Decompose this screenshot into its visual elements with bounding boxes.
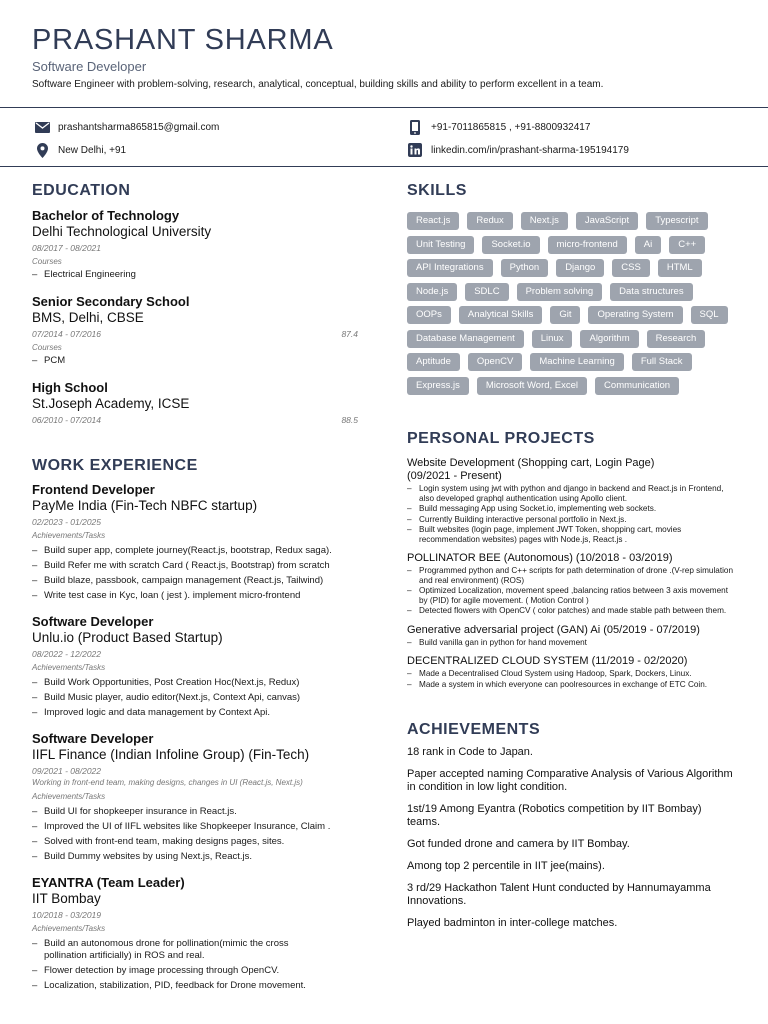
- skill-tag: React.js: [407, 212, 459, 230]
- achievements-list: [407, 746, 737, 930]
- contact-linkedin[interactable]: [407, 143, 629, 157]
- course-item: – PCM: [32, 355, 358, 367]
- project-bullet: – Build messaging App using Socket.io, implementing web sockets.: [407, 504, 737, 514]
- skill-tag: micro-frontend: [548, 236, 627, 254]
- skill-tag: Django: [556, 259, 604, 277]
- job-bullet: – Build UI for shopkeeper insurance in React.js.: [32, 806, 358, 818]
- education-dates-row: [32, 414, 358, 426]
- mobile-phone-icon: [407, 120, 423, 134]
- candidate-title: Software Developer: [32, 59, 147, 74]
- linkedin-text: linkedin.com/in/prashant-sharma-195194179: [431, 144, 629, 156]
- project-bullet: – Build vanilla gan in python for hand movement: [407, 638, 737, 648]
- school: BMS, Delhi, CBSE: [32, 310, 144, 325]
- courses-list: [32, 355, 358, 367]
- job-note: Working in front-end team, making designs, changes in UI (React.js, Next.js): [32, 778, 303, 787]
- project-bullets: [407, 484, 737, 544]
- score: 88.5: [341, 415, 358, 425]
- courses-label: Courses: [32, 343, 62, 352]
- job-item: [32, 875, 358, 992]
- project-bullet: – Made a Decentralised Cloud System using Hadoop, Spark, Dockers, Linux.: [407, 669, 737, 679]
- skill-tag: Aptitude: [407, 353, 460, 371]
- job-bullets: [32, 806, 358, 863]
- project-bullets: [407, 566, 737, 616]
- degree: Bachelor of Technology: [32, 208, 180, 223]
- education-item: [32, 208, 358, 281]
- courses-label: Courses: [32, 257, 62, 266]
- skill-tag: Socket.io: [482, 236, 539, 254]
- education-item: [32, 294, 358, 367]
- degree: High School: [32, 380, 108, 395]
- course-item: – Electrical Engineering: [32, 269, 358, 281]
- project-bullet: – Programmed python and C++ scripts for path determination of drone .(V-rep simulation and real environment) (ROS): [407, 566, 737, 585]
- tasks-label: Achievements/Tasks: [32, 792, 106, 801]
- tasks-label: Achievements/Tasks: [32, 531, 106, 540]
- left-column: [32, 180, 358, 992]
- skill-tag: Unit Testing: [407, 236, 474, 254]
- job-company: PayMe India (Fin-Tech NBFC startup): [32, 498, 258, 513]
- project-item: [407, 457, 737, 544]
- skill-tag: OpenCV: [468, 353, 522, 371]
- school: Delhi Technological University: [32, 224, 212, 239]
- project-bullet: – Built websites (login page, implement JWT Token, shopping cart, movies recommendation websites) pages with Node.js, React.js .: [407, 525, 737, 544]
- job-company: IIFL Finance (Indian Infoline Group) (Fin-Tech): [32, 747, 310, 762]
- skill-tag: C++: [669, 236, 705, 254]
- job-item: [32, 614, 358, 719]
- skills-tags: [407, 212, 737, 400]
- skill-tag: JavaScript: [576, 212, 638, 230]
- job-bullet: – Build Refer me with scratch Card ( React.js, Bootstrap) from scratch: [32, 560, 358, 572]
- project-title: Generative adversarial project (GAN) Ai (05/2019 - 07/2019): [407, 623, 700, 636]
- tasks-label: Achievements/Tasks: [32, 663, 106, 672]
- location-pin-icon: [34, 143, 50, 157]
- resume-header: [32, 22, 736, 90]
- dates: 07/2014 - 07/2016: [32, 329, 102, 339]
- job-role: Frontend Developer: [32, 482, 155, 497]
- achievement-item: Got funded drone and camera by IIT Bombay.: [407, 838, 630, 850]
- job-bullets: [32, 677, 358, 719]
- education-heading: EDUCATION: [32, 182, 131, 199]
- job-bullet: – Improved the UI of IIFL websites like Shopkeeper Insurance, Claim .: [32, 821, 358, 833]
- job-bullet: – Improved logic and data management by Context Api.: [32, 707, 358, 719]
- job-role: EYANTRA (Team Leader): [32, 875, 185, 890]
- education-dates-row: [32, 328, 358, 340]
- skill-tag: Problem solving: [517, 283, 603, 301]
- skill-tag: Machine Learning: [530, 353, 624, 371]
- achievement-item: Played badminton in inter-college matches.: [407, 917, 618, 929]
- achievement-item: Paper accepted naming Comparative Analysis of Various Algorithm in condition in low light condition.: [407, 768, 733, 793]
- skill-tag: CSS: [612, 259, 650, 277]
- candidate-summary: Software Engineer with problem-solving, research, analytical, conceptual, building skills and ability to perform excellent in a team.: [32, 79, 604, 90]
- contact-email[interactable]: [34, 120, 219, 134]
- project-bullet: – Currently Building interactive personal portfolio in Next.js.: [407, 515, 737, 525]
- skills-heading: SKILLS: [407, 182, 467, 199]
- education-item: [32, 380, 358, 426]
- job-bullet: – Localization, stabilization, PID, feedback for Drone movement.: [32, 980, 358, 992]
- skill-tag: Typescript: [646, 212, 707, 230]
- skill-tag: Git: [550, 306, 580, 324]
- project-bullet: – Detected flowers with OpenCV ( color patches) and made stable path between them.: [407, 606, 737, 616]
- job-bullet: – Build blaze, passbook, campaign management (React.js, Tailwind): [32, 575, 358, 587]
- work-heading: WORK EXPERIENCE: [32, 457, 198, 474]
- header-divider-bottom: [0, 166, 768, 167]
- job-item: [32, 482, 358, 602]
- job-dates: [32, 648, 358, 660]
- candidate-name: PRASHANT SHARMA: [32, 24, 334, 56]
- job-bullets: [32, 938, 358, 992]
- skill-tag: Analytical Skills: [459, 306, 542, 324]
- project-item: [407, 655, 737, 689]
- skill-tag: Express.js: [407, 377, 469, 395]
- degree: Senior Secondary School: [32, 294, 190, 309]
- project-title: DECENTRALIZED CLOUD SYSTEM (11/2019 - 02/2020): [407, 655, 688, 667]
- project-bullets: [407, 669, 737, 689]
- job-bullet: – Flower detection by image processing through OpenCV.: [32, 965, 358, 977]
- right-column: [407, 180, 737, 930]
- skill-tag: OOPs: [407, 306, 451, 324]
- job-bullet: – Build Music player, audio editor(Next.js, Context Api, canvas): [32, 692, 358, 704]
- job-dates: [32, 516, 358, 528]
- header-divider-top: [0, 107, 768, 108]
- skill-tag: Redux: [467, 212, 512, 230]
- skill-tag: Microsoft Word, Excel: [477, 377, 587, 395]
- skill-tag: Linux: [532, 330, 573, 348]
- contact-location: [34, 143, 126, 157]
- skill-tag: Ai: [635, 236, 661, 254]
- project-bullet: – Optimized Localization, movement speed ,balancing ratios between 3 axis movement by (PID) for agile movement. ( Motion Control ): [407, 586, 737, 605]
- job-dates: [32, 909, 358, 921]
- skill-tag: SDLC: [465, 283, 508, 301]
- achievement-item: Among top 2 percentile in IIT jee(mains).: [407, 860, 605, 872]
- project-title: POLLINATOR BEE (Autonomous) (10/2018 - 03/2019): [407, 552, 673, 564]
- job-company: IIT Bombay: [32, 891, 101, 906]
- achievement-item: 18 rank in Code to Japan.: [407, 746, 533, 758]
- job-bullet: – Build Work Opportunities, Post Creation Hoc(Next.js, Redux): [32, 677, 358, 689]
- dates: 09/2021 - 08/2022: [32, 766, 102, 776]
- skill-tag: Node.js: [407, 283, 457, 301]
- dates: 08/2022 - 12/2022: [32, 649, 102, 659]
- job-bullet: – Build super app, complete journey(React.js, bootstrap, Redux saga).: [32, 545, 358, 557]
- skill-tag: SQL: [691, 306, 728, 324]
- phone-text: +91-7011865815 , +91-8800932417: [431, 121, 591, 133]
- skill-tag: Full Stack: [632, 353, 692, 371]
- dates: 08/2017 - 08/2021: [32, 243, 102, 253]
- job-bullet: – Build an autonomous drone for pollination(mimic the cross pollination artificially) in ROS and real.: [32, 938, 322, 962]
- achievement-item: 1st/19 Among Eyantra (Robotics competition by IIT Bombay) teams.: [407, 803, 702, 828]
- job-item: [32, 731, 358, 863]
- skill-tag: Algorithm: [580, 330, 638, 348]
- score: 87.4: [341, 329, 358, 339]
- dates: 02/2023 - 01/2025: [32, 517, 102, 527]
- project-item: [407, 552, 737, 616]
- contact-phone[interactable]: [407, 120, 590, 134]
- skill-tag: Next.js: [521, 212, 568, 230]
- tasks-label: Achievements/Tasks: [32, 924, 106, 933]
- achievements-heading: ACHIEVEMENTS: [407, 721, 541, 738]
- job-bullet: – Solved with front-end team, making designs pages, sites.: [32, 836, 358, 848]
- school: St.Joseph Academy, ICSE: [32, 396, 190, 411]
- dates: 10/2018 - 03/2019: [32, 910, 102, 920]
- dates: 06/2010 - 07/2014: [32, 415, 102, 425]
- skill-tag: Research: [647, 330, 706, 348]
- skill-tag: Communication: [595, 377, 679, 395]
- skill-tag: Data structures: [610, 283, 692, 301]
- project-item: [407, 624, 737, 648]
- email-text: prashantsharma865815@gmail.com: [58, 121, 220, 133]
- skill-tag: API Integrations: [407, 259, 493, 277]
- project-bullets: [407, 638, 737, 648]
- job-bullet: – Write test case in Kyc, loan ( jest ). implement micro-frontend: [32, 590, 358, 602]
- job-dates: [32, 765, 358, 777]
- education-dates-row: [32, 242, 358, 254]
- project-title: Website Development (Shopping cart, Login Page) (09/2021 - Present): [407, 457, 655, 482]
- job-company: Unlu.io (Product Based Startup): [32, 630, 223, 645]
- skill-tag: Database Management: [407, 330, 524, 348]
- skill-tag: Python: [501, 259, 549, 277]
- envelope-icon: [34, 120, 50, 134]
- job-role: Software Developer: [32, 731, 154, 746]
- project-bullet: – Login system using jwt with python and django in backend and React.js in Frontend, also developed graphql authentication using Apollo client.: [407, 484, 737, 503]
- linkedin-icon: [407, 143, 423, 157]
- job-role: Software Developer: [32, 614, 154, 629]
- location-text: New Delhi, +91: [58, 144, 127, 156]
- skill-tag: Operating System: [588, 306, 682, 324]
- projects-heading: PERSONAL PROJECTS: [407, 430, 595, 447]
- achievement-item: 3 rd/29 Hackathon Talent Hunt conducted by Hannumayamma Innovations.: [407, 882, 711, 907]
- job-bullet: – Build Dummy websites by using Next.js, React.js.: [32, 851, 358, 863]
- job-bullets: [32, 545, 358, 602]
- project-bullet: – Made a system in which everyone can poolresources in exchange of ETC Coin.: [407, 680, 737, 690]
- courses-list: [32, 269, 358, 281]
- skill-tag: HTML: [658, 259, 702, 277]
